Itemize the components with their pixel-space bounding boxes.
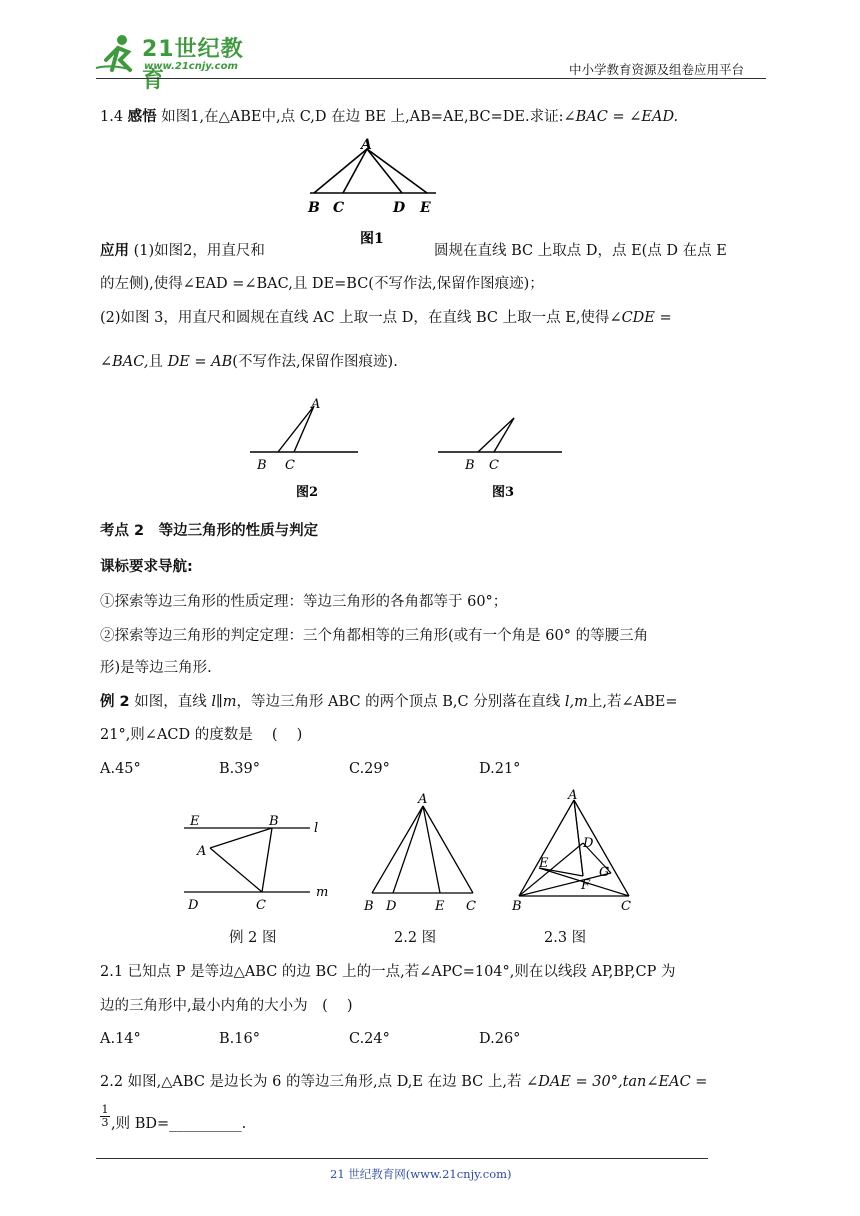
ex2-text1a: 如图，直线 [134,694,207,710]
f23-caption: 2.3 图 [544,930,587,946]
ex2-math1: l∥m [211,694,237,710]
q22-math1: ∠DAE = 30°,tan∠EAC = [526,1074,708,1090]
q14-text: 如图1,在△ABE中,点 C,D 在边 BE 上,AB=AE,BC=DE.求证: [161,109,564,125]
q21-line2: 边的三角形中,最小内角的大小为 ( ) [100,998,353,1014]
ex2-option-b: B.39° [219,761,260,777]
apply-line2: 的左侧),使得∠EAD =∠BAC,且 DE=BC(不写作法,保留作图痕迹)； [100,276,544,292]
ex2-fig-caption: 例 2 图 [229,930,277,946]
q14-math: ∠BAC = ∠EAD. [563,109,679,125]
apply-line4 [100,352,398,372]
fig2-label-b: B [257,458,267,473]
figure-1 [300,135,450,250]
ex2-fig-label-l: l [314,821,319,836]
fig1-label-b: B [308,200,320,216]
apply-math4b: DE = AB [167,354,233,370]
ex2-math2: l,m [564,694,588,710]
ex2-fig-label-a: A [197,844,207,859]
figure-2 [248,390,368,505]
footer-rule [96,1158,708,1159]
ex2-fig-label-c: C [256,898,266,913]
section2-nav: 课标要求导航: [100,559,193,575]
f22-label-e: E [435,899,445,914]
logo-url: www.21cnjy.com [144,61,238,72]
q14-num: 1.4 [100,109,124,125]
apply-text4a: 且 [148,354,163,370]
figure-2-3 [505,785,640,915]
q21-option-a: A.14° [100,1031,141,1047]
q22-line1 [100,1072,707,1092]
header-rule [96,78,766,79]
ex2-line1 [100,692,677,712]
fig1-label-c: C [333,200,345,216]
fig1-label-a: A [361,137,372,153]
fig3-label-b: B [465,458,475,473]
ex2-tag: 例 2 [100,694,130,710]
figure-2-2 [358,788,483,918]
ex2-line2: 21°,则∠ACD 的度数是 ( ) [100,727,303,743]
q21-option-d: D.26° [479,1031,521,1047]
f22-label-d: D [386,899,397,914]
apply-line1a [100,241,265,261]
apply-math4a: ∠BAC, [100,354,149,370]
q22-frac-num: 1 [101,1103,109,1116]
f23-label-b: B [512,899,522,914]
q22-fraction [100,1104,110,1129]
fig1-caption: 图1 [360,231,384,247]
ex2-fig-label-e: E [190,814,200,829]
q14-line [100,107,678,127]
fig2-label-c: C [285,458,295,473]
ex2-option-c: C.29° [349,761,390,777]
fig3-caption: 图3 [492,485,515,500]
q22-blank: __________. [169,1116,247,1132]
apply-text1a: (1)如图2，用直尺和 [133,243,265,259]
q22-line2 [111,1114,246,1134]
ex2-fig-label-d: D [188,898,199,913]
figure-ex2 [180,805,340,920]
f22-label-a: A [418,792,428,807]
fig2-caption: 图2 [296,485,319,500]
apply-text4b: (不写作法,保留作图痕迹). [232,354,398,370]
footer-text: 21 世纪教育网(www.21cnjy.com) [330,1167,512,1181]
f22-label-c: C [466,899,476,914]
q22-frac-den: 3 [101,1116,109,1129]
ex2-option-a: A.45° [100,761,141,777]
platform-title: 中小学教育资源及组卷应用平台 [569,62,745,77]
ex2-fig-label-m: m [316,885,329,900]
figure-3 [436,390,566,505]
header-logo [92,30,262,93]
apply-line1b: 圆规在直线 BC 上取点 D，点 E(点 D 在点 E [434,243,727,259]
q14-tag: 感悟 [127,109,157,125]
section2-item2a: ②探索等边三角形的判定定理：三个角都相等的三角形(或有一个角是 60° 的等腰三角 [100,628,649,644]
f22-caption: 2.2 图 [394,930,437,946]
fig3-label-c: C [489,458,499,473]
ex2-text1c: 上,若∠ABE= [587,694,678,710]
f23-label-d: D [583,836,594,851]
ex2-fig-label-b: B [269,814,279,829]
f23-label-f: F [581,878,591,893]
apply-math3: ∠CDE = [609,310,672,326]
f23-label-g: G [599,865,610,880]
fig2-label-a: A [311,397,321,412]
section2-item2b: 形)是等边三角形. [100,660,212,676]
f23-label-a: A [568,788,578,803]
q22-text1: 2.2 如图,△ABC 是边长为 6 的等边三角形,点 D,E 在边 BC 上,若 [100,1074,522,1090]
q22-text2: ,则 BD= [111,1116,170,1132]
section2-item1: ①探索等边三角形的性质定理：等边三角形的各角都等于 60°； [100,594,508,610]
logo-main: 21世纪教育 [142,37,244,93]
f23-label-c: C [621,899,631,914]
q21-option-c: C.24° [349,1031,390,1047]
apply-line3 [100,308,672,328]
section2-title: 考点 2 等边三角形的性质与判定 [100,523,319,539]
f23-label-e: E [539,856,549,871]
q21-option-b: B.16° [219,1031,260,1047]
f22-label-b: B [364,899,374,914]
q21-line1: 2.1 已知点 P 是等边△ABC 的边 BC 上的一点,若∠APC=104°,则在以线段 AP,BP,CP 为 [100,964,676,980]
fig1-label-e: E [420,200,431,216]
ex2-option-d: D.21° [479,761,521,777]
ex2-text1b: ，等边三角形 ABC 的两个顶点 B,C 分别落在直线 [236,694,561,710]
apply-tag: 应用 [100,243,129,259]
fig1-label-d: D [393,200,406,216]
apply-text3a: (2)如图 3，用直尺和圆规在直线 AC 上取一点 D，在直线 BC 上取一点 E,使得 [100,310,610,326]
